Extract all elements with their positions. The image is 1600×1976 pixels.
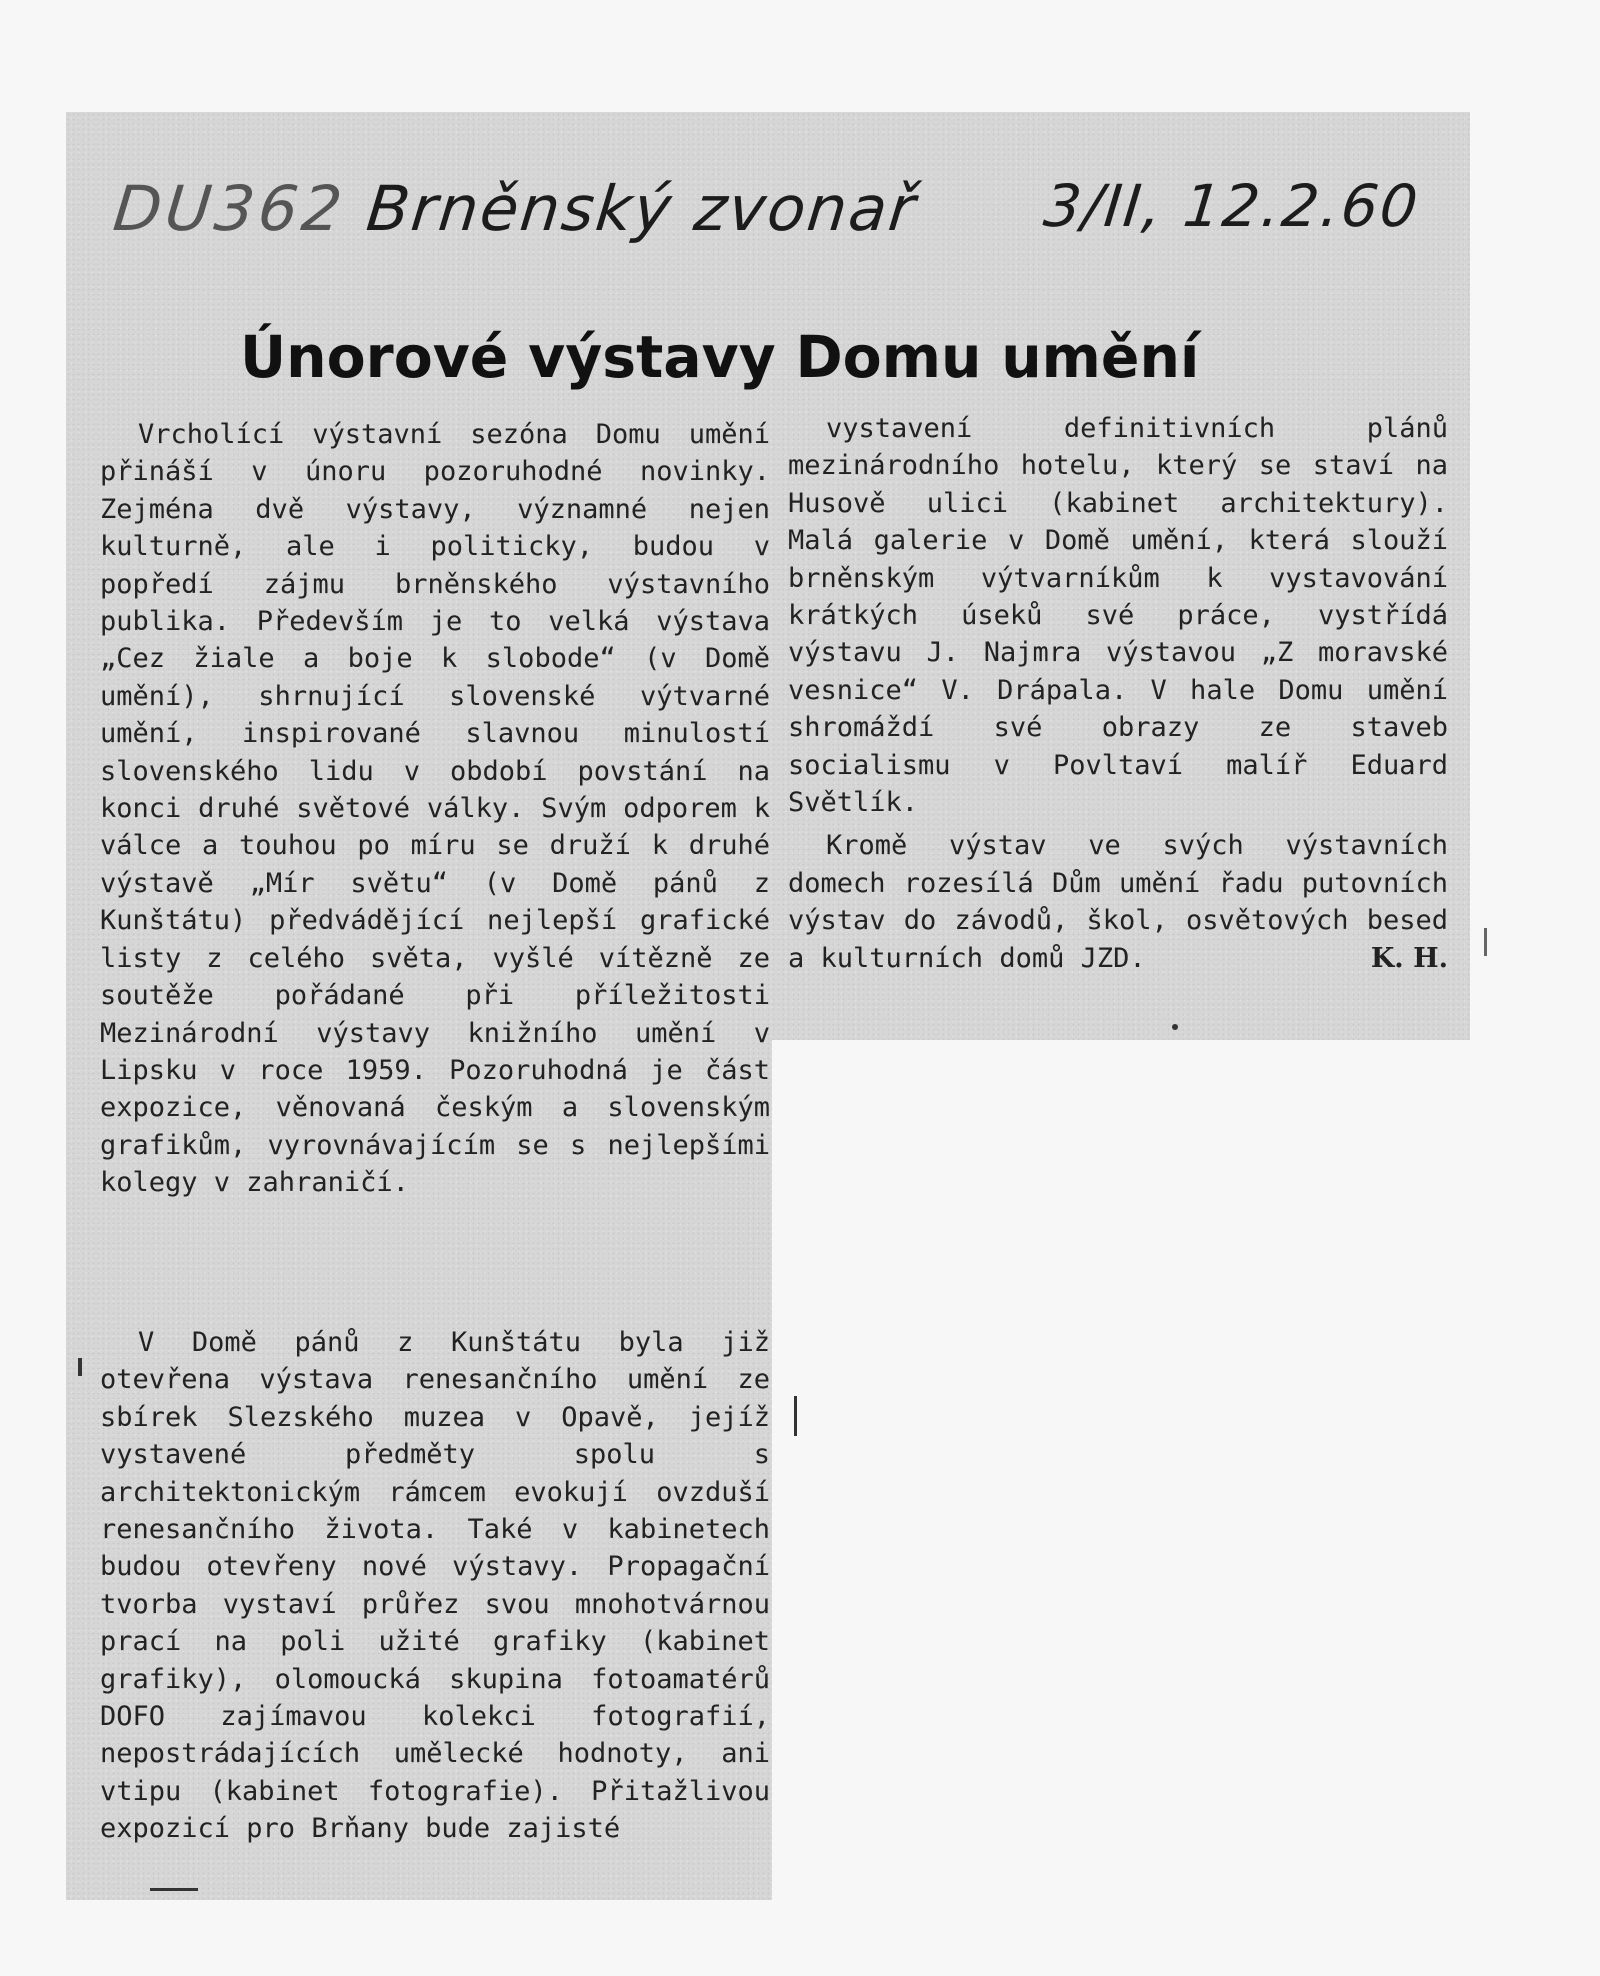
handwritten-date: 3/II, 12.2.60	[1040, 172, 1423, 240]
right-column	[788, 410, 1448, 977]
paragraph: Vrcholící výstavní sezóna Domu umění přináší v únoru pozoruhodné novinky. Zejména dvě výstavy, významné nejen kulturně, ale i politicky, budou v popředí zájmu brněnského výstavního publika. Především je to velká výstava „Cez žiale a boje k slobode“ (v Domě umění), shrnující slovenské výtvarné umění, inspirované slavnou minulostí slovenského lidu v období povstání na konci druhé světové války. Svým odporem k válce a touhou po míru se druží k druhé výstavě „Mír světu“ (v Domě pánů z Kunštátu) předvádějící nejlepší grafické listy z celého světa, vyšlé vítězně ze soutěže pořádané při příležitosti Mezinárodní výstavy knižního umění v Lipsku v roce 1959. Pozoruhodná je část expozice, věnovaná českým a slovenským grafikům, vyrovnávajícím se s nejlepšími kolegy v zahraničí.	[100, 419, 770, 1199]
article-title: Únorové výstavy Domu umění	[240, 323, 1200, 391]
scan-mark	[1484, 928, 1487, 956]
scan-mark	[78, 1358, 82, 1376]
paragraph: vystavení definitivních plánů mezinárodního hotelu, který se staví na Husově ulici (kabinet architektury). Malá galerie v Domě umění, která slouží brněnským výtvarníkům k vystavování krátkých úseků své práce, vystřídá výstavu J. Najmra výstavou „Z moravské vesnice“ V. Drápala. V hale Domu umění shromáždí své obrazy ze staveb socialismu v Povltaví malíř Eduard Světlík.	[788, 413, 1448, 819]
handwritten-annotation	[106, 172, 1438, 282]
source-name: Brněnský zvonař	[363, 172, 921, 245]
author-signature: K. H.	[1370, 942, 1448, 974]
archive-id: DU362	[110, 172, 350, 245]
paragraph	[788, 827, 1448, 977]
paragraph: V Domě pánů z Kunštátu byla již otevřena výstava renesančního umění ze sbírek Slezského muzea v Opavě, jejíž vystavené předměty spolu s architektonickým rámcem evokují ovzduší renesančního života. Také v kabinetech budou otevřeny nové výstavy. Propagační tvorba vystaví průřez svou mnohotvárnou prací na poli užité grafiky (kabinet grafiky), olomoucká skupina fotoamatérů DOFO zajímavou kolekci fotografií, nepostrádajících umělecké hodnoty, ani vtipu (kabinet fotografie). Přitažlivou expozicí pro Brňany bude zajisté	[100, 1327, 770, 1845]
scan-mark	[1172, 1024, 1178, 1030]
left-column	[100, 416, 770, 1848]
scan-mark	[150, 1888, 198, 1891]
paragraph-text: Kromě výstav ve svých výstavních domech rozesílá Dům umění řadu putovních výstav do závodů, škol, osvětových besed a kulturních domů JZD.	[788, 830, 1448, 974]
scan-mark	[794, 1396, 797, 1436]
